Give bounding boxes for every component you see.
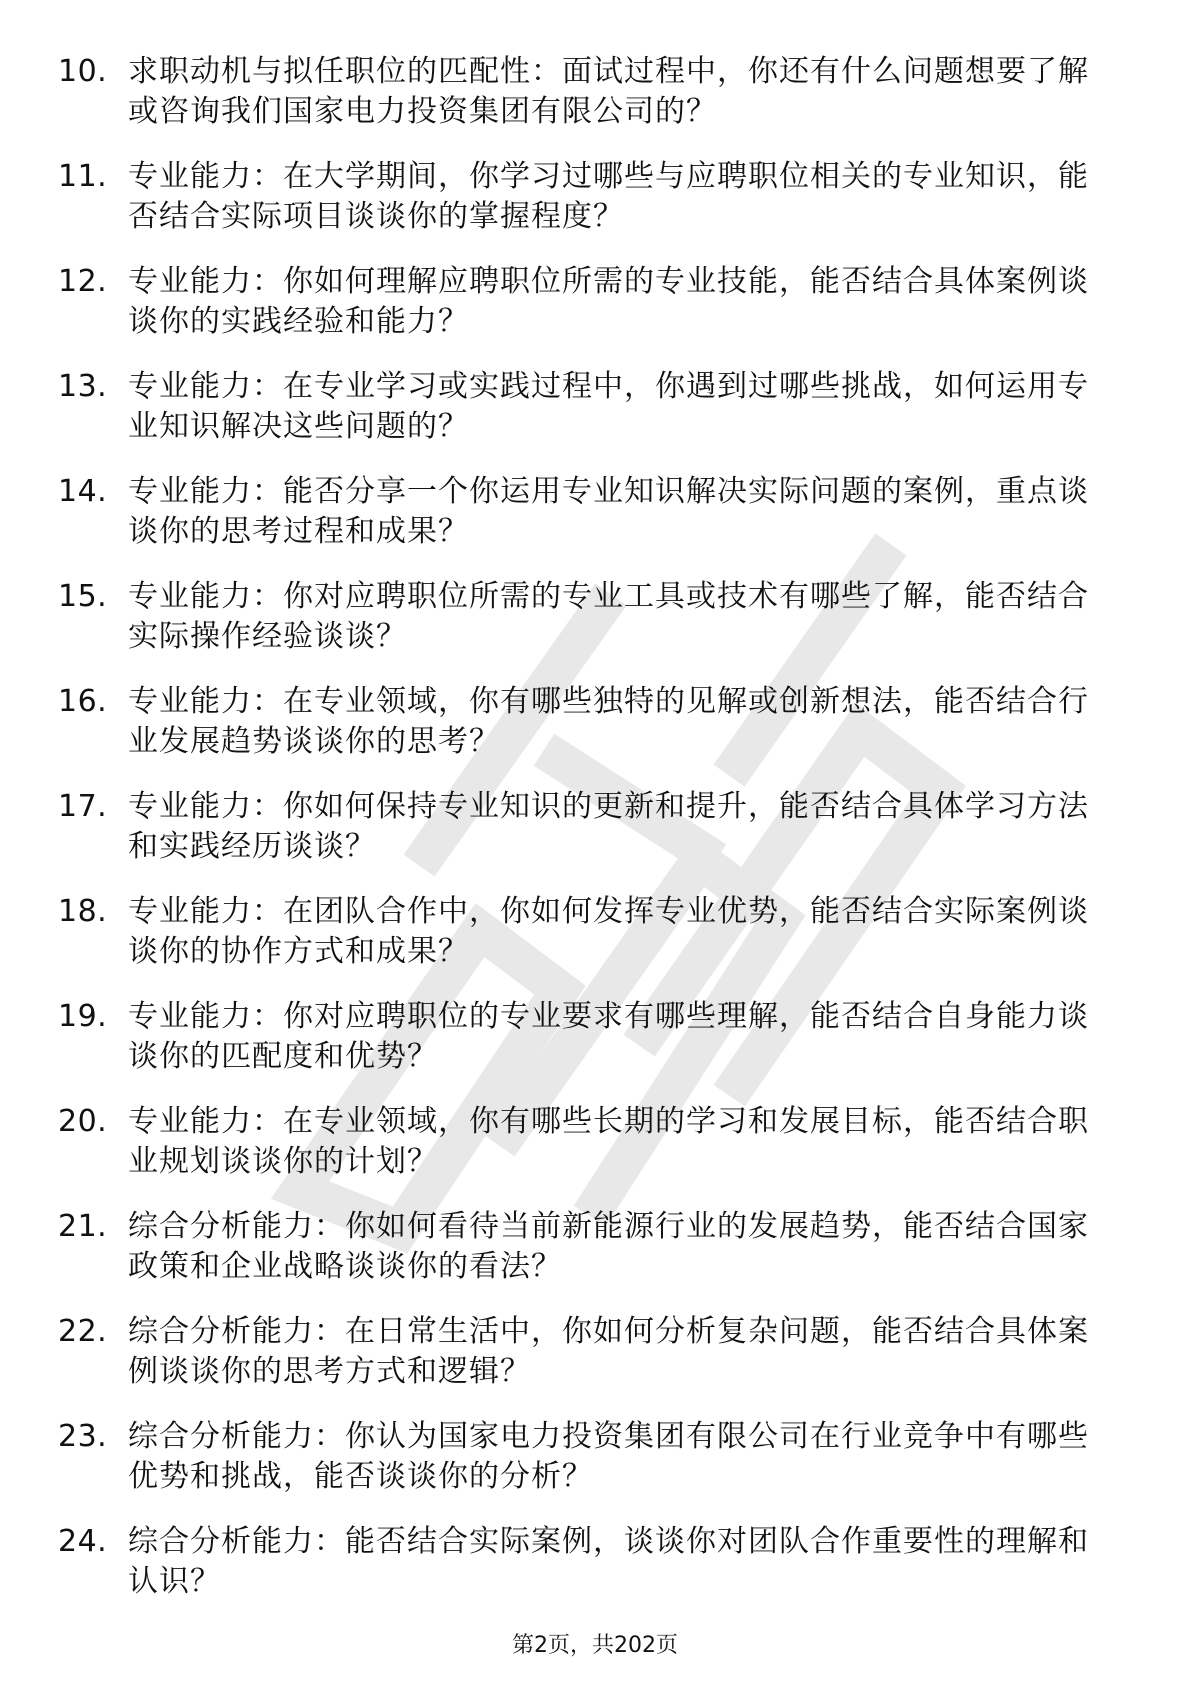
question-number: 20. xyxy=(58,1104,108,1139)
question-number: 22. xyxy=(58,1314,108,1349)
list-item xyxy=(0,367,1190,472)
list-item xyxy=(0,472,1190,577)
question-text: 综合分析能力：在日常生活中，你如何分析复杂问题，能否结合具体案例谈谈你的思考方式和逻辑？ xyxy=(128,1314,1089,1389)
question-number: 21. xyxy=(58,1209,108,1244)
question-number: 14. xyxy=(58,474,108,509)
list-item xyxy=(0,1102,1190,1207)
question-text: 专业能力：你如何保持专业知识的更新和提升，能否结合具体学习方法和实践经历谈谈？ xyxy=(128,789,1089,864)
question-list xyxy=(0,52,1190,1627)
question-number: 23. xyxy=(58,1419,108,1454)
question-text: 专业能力：在专业领域，你有哪些长期的学习和发展目标，能否结合职业规划谈谈你的计划？ xyxy=(128,1104,1089,1179)
page-footer xyxy=(0,1632,1190,1660)
list-item xyxy=(0,262,1190,367)
question-text: 综合分析能力：能否结合实际案例，谈谈你对团队合作重要性的理解和认识？ xyxy=(128,1524,1089,1599)
list-item xyxy=(0,787,1190,892)
question-text: 专业能力：你对应聘职位的专业要求有哪些理解，能否结合自身能力谈谈你的匹配度和优势？ xyxy=(128,999,1089,1074)
list-item xyxy=(0,1417,1190,1522)
list-item xyxy=(0,682,1190,787)
question-number: 10. xyxy=(58,54,108,89)
question-number: 18. xyxy=(58,894,108,929)
list-item xyxy=(0,157,1190,262)
list-item xyxy=(0,892,1190,997)
question-text: 专业能力：在大学期间，你学习过哪些与应聘职位相关的专业知识，能否结合实际项目谈谈你的掌握程度？ xyxy=(128,159,1089,234)
question-text: 专业能力：在专业领域，你有哪些独特的见解或创新想法，能否结合行业发展趋势谈谈你的思考？ xyxy=(128,684,1089,759)
question-text: 综合分析能力：你如何看待当前新能源行业的发展趋势，能否结合国家政策和企业战略谈谈你的看法？ xyxy=(128,1209,1089,1284)
page-number-label: 第2页，共202页 xyxy=(512,1633,678,1658)
question-text: 综合分析能力：你认为国家电力投资集团有限公司在行业竞争中有哪些优势和挑战，能否谈谈你的分析？ xyxy=(128,1419,1089,1494)
question-number: 12. xyxy=(58,264,108,299)
list-item xyxy=(0,52,1190,157)
list-item xyxy=(0,997,1190,1102)
question-text: 专业能力：你对应聘职位所需的专业工具或技术有哪些了解，能否结合实际操作经验谈谈？ xyxy=(128,579,1089,654)
question-number: 13. xyxy=(58,369,108,404)
question-text: 专业能力：在团队合作中，你如何发挥专业优势，能否结合实际案例谈谈你的协作方式和成果？ xyxy=(128,894,1089,969)
question-text: 专业能力：在专业学习或实践过程中，你遇到过哪些挑战，如何运用专业知识解决这些问题的？ xyxy=(128,369,1089,444)
question-number: 11. xyxy=(58,159,108,194)
list-item xyxy=(0,1312,1190,1417)
question-number: 19. xyxy=(58,999,108,1034)
question-text: 求职动机与拟任职位的匹配性：面试过程中，你还有什么问题想要了解或咨询我们国家电力投资集团有限公司的？ xyxy=(128,54,1089,129)
question-text: 专业能力：你如何理解应聘职位所需的专业技能，能否结合具体案例谈谈你的实践经验和能力？ xyxy=(128,264,1089,339)
question-number: 16. xyxy=(58,684,108,719)
list-item xyxy=(0,1207,1190,1312)
question-number: 17. xyxy=(58,789,108,824)
question-number: 15. xyxy=(58,579,108,614)
question-number: 24. xyxy=(58,1524,108,1559)
list-item xyxy=(0,1522,1190,1627)
list-item xyxy=(0,577,1190,682)
question-text: 专业能力：能否分享一个你运用专业知识解决实际问题的案例，重点谈谈你的思考过程和成果？ xyxy=(128,474,1089,549)
